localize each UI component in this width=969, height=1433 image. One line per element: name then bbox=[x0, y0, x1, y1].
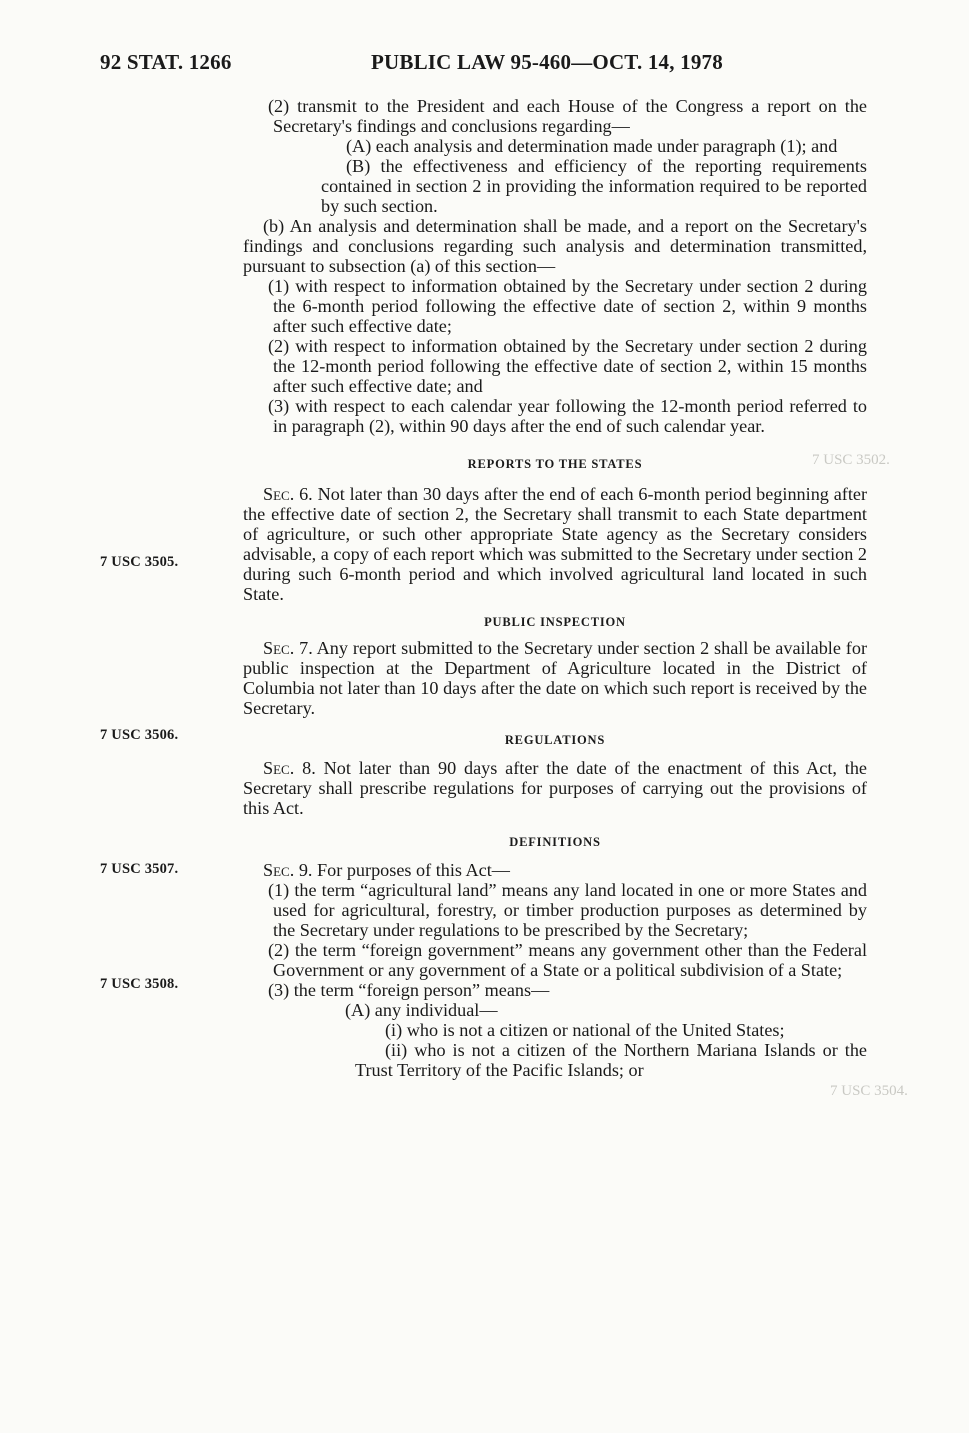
bleed-through-note: 7 USC 3502. bbox=[812, 452, 890, 468]
subsection-b-paragraph-1: (1) with respect to information obtained by the Secretary under section 2 during the 6-month period following the effective date of section 2, within 9 months after such effective date; bbox=[268, 276, 867, 336]
section-6 bbox=[243, 484, 867, 604]
section-label: Sec. 7. bbox=[263, 638, 313, 658]
section-heading-public-inspection: PUBLIC INSPECTION bbox=[484, 615, 626, 629]
section-text: Not later than 90 days after the date of the enactment of this Act, the Secretary shall prescribe regulations for purposes of carrying out the provisions of this Act. bbox=[243, 758, 868, 818]
definition-3-a-i: (i) who is not a citizen or national of the United States; bbox=[385, 1020, 785, 1040]
page-header bbox=[0, 50, 969, 90]
section-label: Sec. 9. bbox=[263, 860, 313, 880]
definition-3: (3) the term “foreign person” means— bbox=[268, 980, 550, 1000]
margin-note-sec8: 7 USC 3507. bbox=[100, 861, 179, 877]
definition-1: (1) the term “agricultural land” means any land located in one or more States and used for agricultural, forestry, or timber production purposes as determined by the Secretary under regulations to be prescribed by the Secretary; bbox=[268, 880, 867, 940]
section-heading-definitions: DEFINITIONS bbox=[509, 835, 601, 849]
section-8 bbox=[243, 758, 867, 818]
section-text: For purposes of this Act— bbox=[317, 860, 510, 880]
bleed-through-note: 7 USC 3504. bbox=[830, 1083, 908, 1099]
section-text: Not later than 30 days after the end of each 6-month period beginning after the effective date of section 2, the Secretary shall transmit to each State department of agriculture, or such other appropriate State agency as the Secretary considers advisable, a copy of each report which was submitted to the Secretary under section 2 during such 6-month period and which involved agricultural land located in such State. bbox=[243, 484, 868, 604]
section-label: Sec. 8. bbox=[263, 758, 316, 778]
section-heading-reports: REPORTS TO THE STATES bbox=[467, 457, 643, 471]
margin-note-sec9: 7 USC 3508. bbox=[100, 976, 179, 992]
margin-note-sec7: 7 USC 3506. bbox=[100, 727, 179, 743]
subsection-b: (b) An analysis and determination shall be made, and a report on the Secretary's findings and conclusions regarding such analysis and determination transmitted, pursuant to subsection (a) of this section— bbox=[243, 216, 867, 276]
definition-3-a-ii: (ii) who is not a citizen of the Northern Mariana Islands or the Trust Territory of the Pacific Islands; or bbox=[355, 1040, 867, 1080]
page-running-title: PUBLIC LAW 95-460—OCT. 14, 1978 bbox=[371, 50, 723, 74]
section-heading-regulations: REGULATIONS bbox=[504, 733, 606, 747]
paragraph-2: (2) transmit to the President and each House of the Congress a report on the Secretary's findings and conclusions regarding— bbox=[268, 96, 867, 136]
subparagraph-a: (A) each analysis and determination made under paragraph (1); and bbox=[346, 136, 838, 156]
section-text: Any report submitted to the Secretary under section 2 shall be available for public inspection at the Department of Agriculture located in the District of Columbia not later than 10 days after the date on which such report is received by the Secretary. bbox=[243, 638, 868, 718]
subsection-b-paragraph-2: (2) with respect to information obtained by the Secretary under section 2 during the 12-month period following the effective date of section 2, within 15 months after such effective date; and bbox=[268, 336, 867, 396]
section-9 bbox=[243, 860, 867, 880]
subsection-b-paragraph-3: (3) with respect to each calendar year following the 12-month period referred to in paragraph (2), within 90 days after the end of such calendar year. bbox=[268, 396, 867, 436]
page-statute-reference: 92 STAT. 1266 bbox=[100, 50, 232, 74]
definition-2: (2) the term “foreign government” means any government other than the Federal Government or any government of a State or a political subdivision of a State; bbox=[268, 940, 867, 980]
document-body bbox=[243, 96, 867, 1080]
margin-note-sec6: 7 USC 3505. bbox=[100, 554, 179, 570]
section-7 bbox=[243, 638, 867, 718]
subparagraph-b: (B) the effectiveness and efficiency of the reporting requirements contained in section 2 in providing the information required to be reported by such section. bbox=[321, 156, 867, 216]
definition-3-a: (A) any individual— bbox=[345, 1000, 498, 1020]
section-label: Sec. 6. bbox=[263, 484, 313, 504]
